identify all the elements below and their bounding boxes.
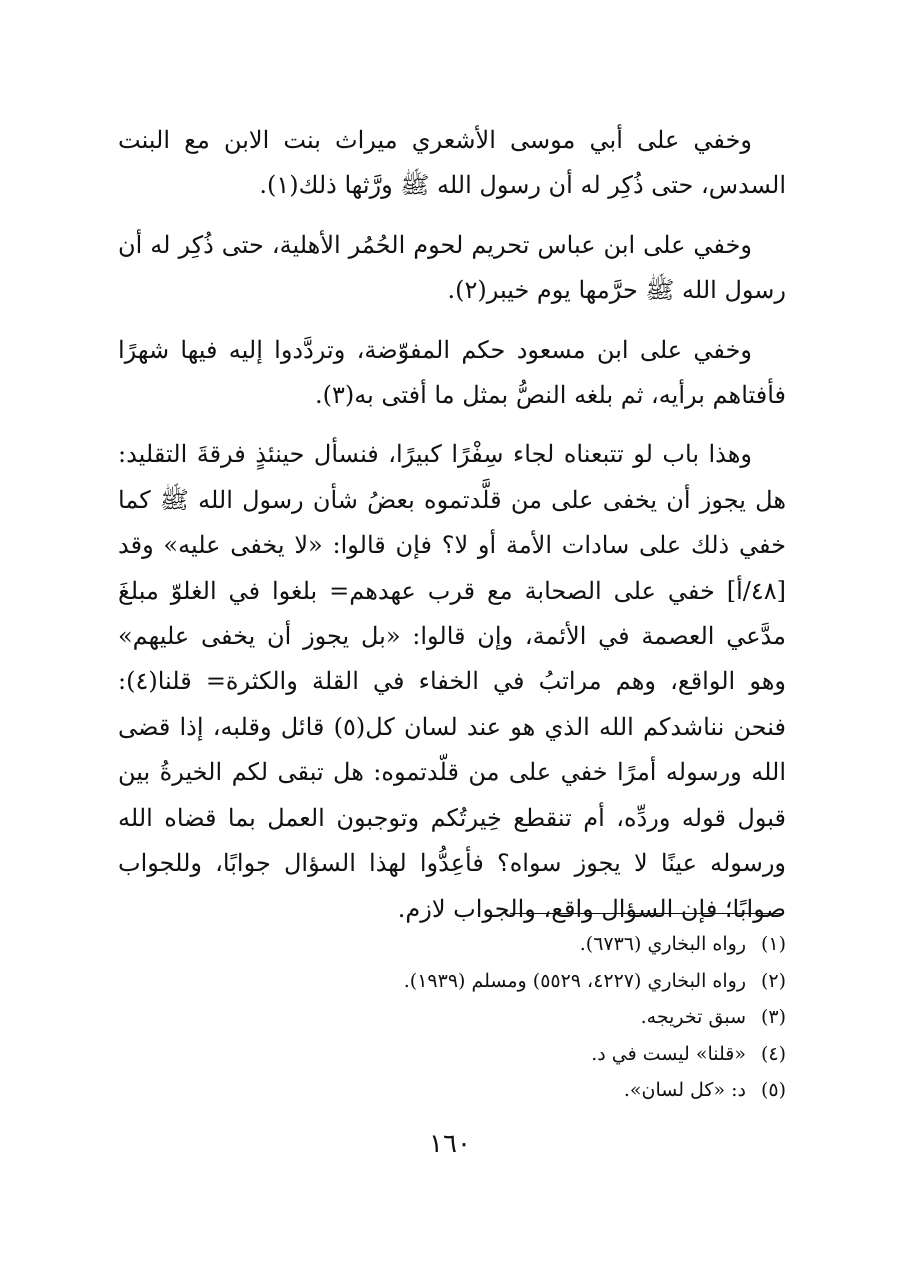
paragraph-ibn-abbas: وخفي على ابن عباس تحريم لحوم الحُمُر الأهلية، حتى ذُكِر له أن رسول الله ﷺ حرَّمها يوم خيبر(٢).	[118, 230, 786, 305]
footnote-separator	[510, 913, 782, 914]
footnote-number: (٤)	[760, 1042, 786, 1065]
footnote-text: سبق تخريجه.	[640, 1006, 746, 1028]
footnote-number: (١)	[760, 933, 786, 955]
footnote-item	[118, 963, 786, 1000]
footnote-text: «قلنا» ليست في د.	[591, 1042, 746, 1065]
paragraph-taqlid-question: وهذا باب لو تتبعناه لجاء سِفْرًا كبيرًا، فنسأل حينئذٍ فرقةَ التقليد: هل يجوز أن يخفى على من قلَّدتموه بعضُ شأن رسول الله ﷺ كما خفي ذلك على سادات الأمة أو لا؟ فإن قالوا: «لا يخفى عليه» وقد [٤٨/أ] خفي على الصحابة مع قرب عهدهم= بلغوا في الغلوّ مبلغَ مدَّعي العصمة في الأئمة، وإن قالوا: «بل يجوز أن يخفى عليهم» وهو الواقع، وهم مراتبُ في الخفاء في القلة والكثرة= قلنا(٤): فنحن نناشدكم الله الذي هو عند لسان كل(٥) قائل وقلبه، إذا قضى الله ورسوله أمرًا خفي على من قلّدتموه: هل تبقى لكم الخيرةُ بين قبول قوله وردِّه، أم تنقطع خِيرتُكم وتوجبون العمل بما قضاه الله ورسوله عينًا لا يجوز سواه؟ فأعِدُّوا لهذا السؤال جوابًا، وللجواب صوابًا؛ فإن السؤال واقع، والجواب لازم.	[118, 440, 786, 923]
main-text	[118, 118, 786, 932]
paragraph-abu-musa: وخفي على أبي موسى الأشعري ميراث بنت الابن مع البنت السدس، حتى ذُكِر له أن رسول الله ﷺ ورَّثها ذلك(١).	[118, 126, 786, 200]
footnote-item	[118, 1036, 786, 1073]
footnote-text: رواه البخاري (٦٧٣٦).	[579, 933, 746, 955]
footnote-number: (٥)	[760, 1079, 786, 1101]
footnote-item	[118, 999, 786, 1036]
footnotes	[118, 926, 786, 1109]
footnote-number: (٢)	[760, 969, 786, 992]
footnote-text: د: «كل لسان».	[623, 1079, 746, 1101]
page-number: ١٦٠	[429, 1129, 471, 1159]
paragraph-ibn-masud: وخفي على ابن مسعود حكم المفوّضة، وتردَّدوا إليه فيها شهرًا فأفتاهم برأيه، ثم بلغه النصُّ بمثل ما أفتى به(٣).	[118, 335, 786, 410]
footnote-item	[118, 1072, 786, 1109]
footnote-text: رواه البخاري (٤٢٢٧، ٥٥٢٩) ومسلم (١٩٣٩).	[403, 969, 746, 992]
footnote-item	[118, 926, 786, 963]
footnote-number: (٣)	[760, 1006, 786, 1028]
